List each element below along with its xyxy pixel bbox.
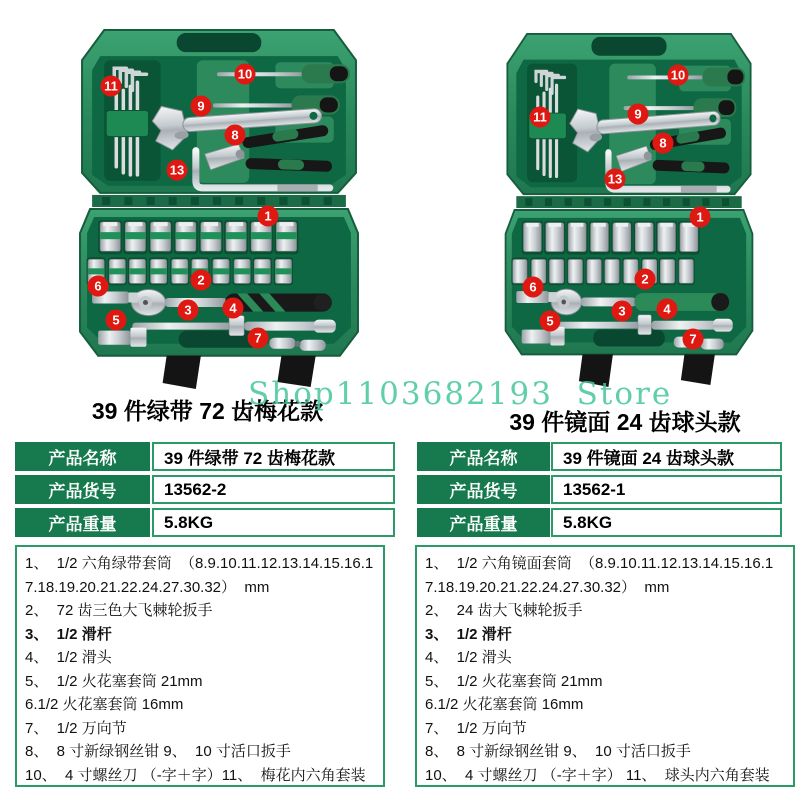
item-number-badge: 1: [690, 207, 711, 228]
tool-case-photo-left: [76, 24, 362, 392]
item-number-badge: 2: [635, 269, 656, 290]
list-item: 2、 24 齿大飞棘轮扳手: [425, 602, 583, 619]
spec-label-weight-right: 产品重量: [417, 508, 550, 537]
carry-handle-cutout: [177, 33, 262, 52]
case-tray: [506, 210, 753, 387]
item-number-badge: 8: [225, 125, 246, 146]
list-item: 7、 1/2 万向节: [425, 719, 527, 737]
case-latch: [163, 356, 201, 389]
item-number-badge: 2: [191, 270, 212, 291]
item-number-badge: 11: [530, 107, 551, 128]
list-item: 8、 8 寸新绿钢丝钳 9、 10 寸活口扳手: [425, 743, 691, 760]
case-tray: [80, 209, 358, 389]
spec-label-weight-left: 产品重量: [15, 508, 150, 537]
spec-value-weight-right: 5.8KG: [551, 508, 782, 537]
tray-handle-cutout: [593, 330, 665, 347]
list-item: 10、 4 寸螺丝刀 （-字＋字） 11、 球头内六角套装: [425, 766, 770, 784]
list-item: 4、 1/2 滑头: [425, 649, 512, 666]
case-latch: [681, 354, 715, 385]
spec-label-name-left: 产品名称: [15, 442, 150, 471]
list-item: 1、 1/2 六角绿带套筒 （8.9.10.11.12.13.14.15.16.17.18.19.20.21.22.24.27.30.32） mm: [25, 555, 374, 596]
case-lid: [82, 30, 356, 193]
case-hinge: [92, 195, 346, 207]
item-number-badge: 6: [523, 277, 544, 298]
list-item: 6.1/2 火花塞套筒 16mm: [425, 696, 584, 713]
item-number-badge: 1: [258, 206, 279, 227]
list-item: 3、 1/2 滑杆: [25, 625, 112, 643]
item-number-badge: 10: [235, 64, 256, 85]
list-item: 10、 4 寸螺丝刀 （-字＋字）11、 梅花内六角套装: [25, 766, 366, 784]
extension-bar: [552, 322, 643, 329]
item-number-badge: 3: [178, 300, 199, 321]
list-item: 8、 8 寸新绿钢丝钳 9、 10 寸活口扳手: [25, 743, 291, 760]
item-number-badge: 4: [657, 299, 678, 320]
spec-value-weight-left: 5.8KG: [152, 508, 395, 537]
spec-label-sku-right: 产品货号: [417, 475, 550, 504]
item-number-badge: 7: [248, 328, 269, 349]
list-item: 5、 1/2 火花塞套筒 21mm: [425, 672, 603, 690]
item-number-badge: 6: [88, 276, 109, 297]
product-title-right: 39 件镜面 24 齿球头款: [509, 409, 741, 435]
spec-label-sku-left: 产品货号: [15, 475, 150, 504]
item-number-badge: 9: [191, 96, 212, 117]
product-title-left: 39 件绿带 72 齿梅花款: [91, 398, 324, 424]
item-number-badge: 5: [540, 311, 561, 332]
item-number-badge: 13: [605, 169, 626, 190]
item-number-badge: 13: [167, 160, 188, 181]
contents-list-left: [15, 545, 385, 787]
list-item: 5、 1/2 火花塞套筒 21mm: [25, 672, 203, 690]
case-hinge: [516, 196, 741, 208]
item-number-badge: 8: [653, 133, 674, 154]
tool-case-photo-right: [502, 28, 756, 390]
item-number-badge: 10: [668, 65, 689, 86]
extension-bar: [132, 323, 235, 330]
contents-list-right: [415, 545, 795, 787]
item-number-badge: 11: [101, 76, 122, 97]
item-number-badge: 5: [106, 310, 127, 331]
list-item: 2、 72 齿三色大飞棘轮扳手: [25, 602, 213, 619]
list-item: 1、 1/2 六角镜面套筒 （8.9.10.11.12.13.14.15.16.17.18.19.20.21.22.24.27.30.32） mm: [425, 555, 774, 596]
item-number-badge: 9: [628, 104, 649, 125]
spec-label-name-right: 产品名称: [417, 442, 550, 471]
list-item: 7、 1/2 万向节: [25, 719, 127, 737]
list-item: 4、 1/2 滑头: [25, 649, 112, 666]
store-watermark: Shop1103682193 Store: [248, 376, 673, 412]
item-number-badge: 7: [683, 329, 704, 350]
spec-value-name-right: 39 件镜面 24 齿球头款: [551, 442, 782, 471]
item-number-badge: 3: [612, 301, 633, 322]
tool-case-illustration-right: [502, 28, 756, 390]
carry-handle-cutout: [591, 37, 666, 56]
spec-value-sku-left: 13562-2: [152, 475, 395, 504]
spec-value-sku-right: 13562-1: [551, 475, 782, 504]
item-number-badge: 4: [223, 298, 244, 319]
list-item: 6.1/2 火花塞套筒 16mm: [25, 696, 184, 713]
list-item: 3、 1/2 滑杆: [425, 625, 512, 643]
spec-value-name-left: 39 件绿带 72 齿梅花款: [152, 442, 395, 471]
